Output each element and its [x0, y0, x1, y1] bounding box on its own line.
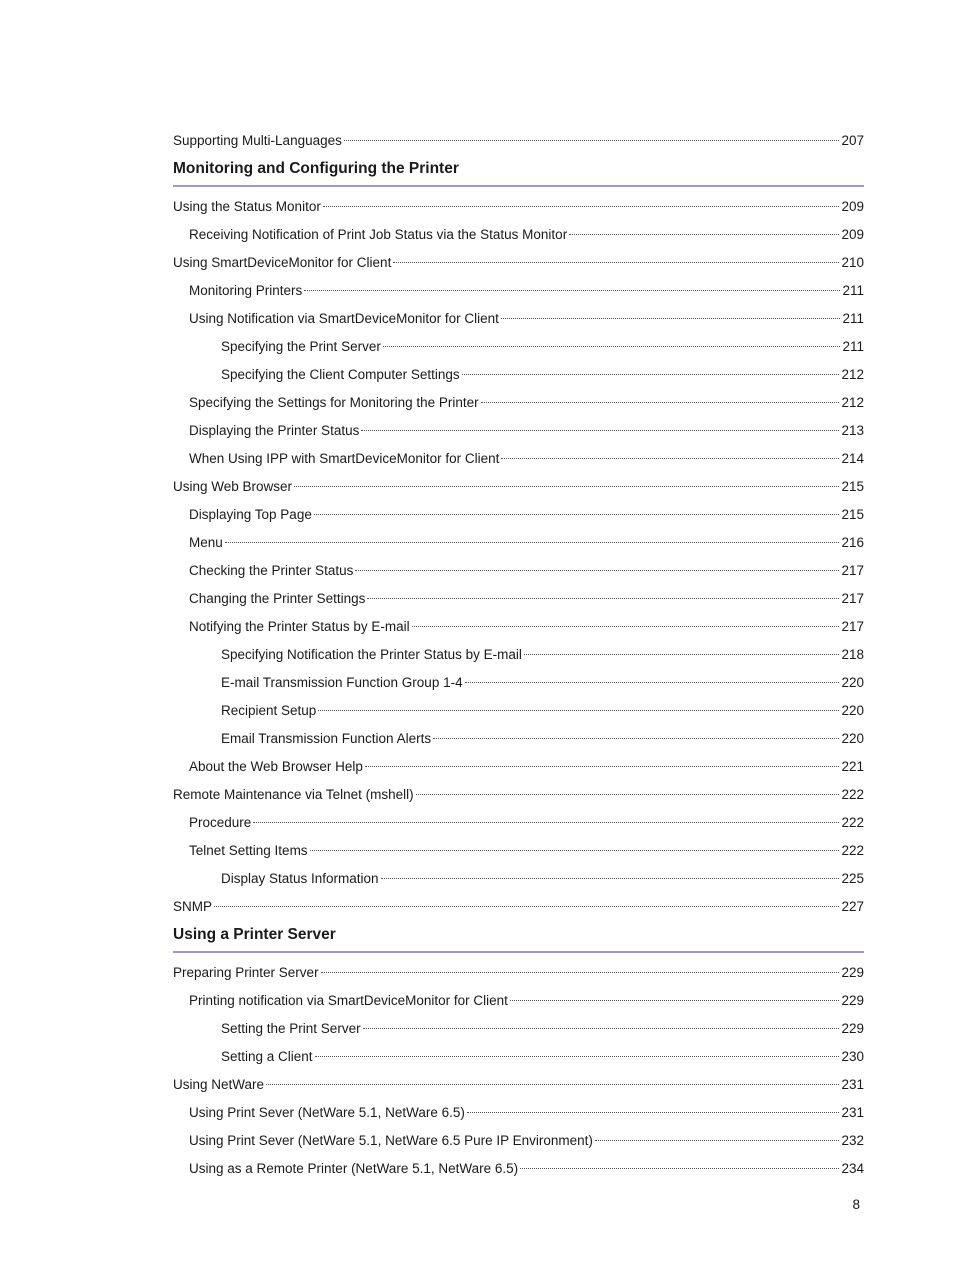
- toc-entry[interactable]: [173, 221, 864, 249]
- toc-entry[interactable]: [173, 1127, 864, 1155]
- dot-leader: [361, 430, 839, 431]
- dot-leader: [266, 1084, 839, 1085]
- toc-entry-title: Procedure: [189, 815, 252, 830]
- toc-entry-page: 220: [841, 703, 864, 718]
- toc-entry-page: 229: [841, 965, 864, 980]
- dot-leader: [214, 906, 839, 907]
- toc-entry-title: Using SmartDeviceMonitor for Client: [173, 255, 392, 270]
- dot-leader: [310, 850, 840, 851]
- toc-entry[interactable]: [173, 1155, 864, 1183]
- toc-entry-page: 211: [842, 311, 864, 326]
- dot-leader: [381, 878, 840, 879]
- toc-entry[interactable]: [173, 809, 864, 837]
- toc-entry[interactable]: [173, 725, 864, 753]
- toc-entry[interactable]: [173, 865, 864, 893]
- toc-entry-title: Telnet Setting Items: [189, 843, 308, 858]
- toc-entry-title: Recipient Setup: [221, 703, 317, 718]
- toc-entry-title: Monitoring Printers: [189, 283, 303, 298]
- dot-leader: [433, 738, 839, 739]
- toc-entry-page: 211: [842, 339, 864, 354]
- toc-entry[interactable]: [173, 417, 864, 445]
- toc-entry[interactable]: [173, 445, 864, 473]
- toc-entry[interactable]: [173, 753, 864, 781]
- toc-entry-page: 214: [841, 451, 864, 466]
- toc-entry-title: Using Notification via SmartDeviceMonitor for Client: [189, 311, 499, 326]
- table-of-contents: [173, 127, 864, 1183]
- toc-entry[interactable]: [173, 389, 864, 417]
- toc-entry[interactable]: [173, 557, 864, 585]
- toc-entry[interactable]: [173, 781, 864, 809]
- toc-entry-page: 225: [841, 871, 864, 886]
- toc-entry[interactable]: [173, 305, 864, 333]
- toc-entry-page: 220: [841, 675, 864, 690]
- section-heading: Monitoring and Configuring the Printer: [173, 155, 864, 187]
- dot-leader: [304, 290, 840, 291]
- toc-entry[interactable]: [173, 585, 864, 613]
- toc-entry-title: Checking the Printer Status: [189, 563, 354, 578]
- toc-entry-title: Notifying the Printer Status by E-mail: [189, 619, 410, 634]
- toc-entry-title: Printing notification via SmartDeviceMonitor for Client: [189, 993, 508, 1008]
- toc-entry-page: 212: [841, 395, 864, 410]
- section-heading: Using a Printer Server: [173, 921, 864, 953]
- toc-entry-page: 222: [841, 843, 864, 858]
- toc-entry-page: 212: [841, 367, 864, 382]
- toc-entry-title: Using Print Sever (NetWare 5.1, NetWare 6.5 Pure IP Environment): [189, 1133, 593, 1148]
- toc-entry-title: Using Web Browser: [173, 479, 293, 494]
- toc-entry[interactable]: [173, 641, 864, 669]
- toc-entry-page: 217: [841, 619, 864, 634]
- toc-entry-page: 231: [841, 1077, 864, 1092]
- toc-entry[interactable]: [173, 1099, 864, 1127]
- toc-entry-title: Email Transmission Function Alerts: [221, 731, 432, 746]
- toc-entry[interactable]: [173, 529, 864, 557]
- toc-entry-page: 227: [841, 899, 864, 914]
- dot-leader: [520, 1168, 839, 1169]
- toc-entry[interactable]: [173, 613, 864, 641]
- toc-entry-title: Using the Status Monitor: [173, 199, 321, 214]
- toc-entry[interactable]: [173, 333, 864, 361]
- dot-leader: [321, 972, 840, 973]
- toc-entry-title: Changing the Printer Settings: [189, 591, 366, 606]
- toc-entry-title: Displaying Top Page: [189, 507, 312, 522]
- dot-leader: [416, 794, 840, 795]
- dot-leader: [501, 458, 839, 459]
- dot-leader: [225, 542, 840, 543]
- dot-leader: [510, 1000, 840, 1001]
- toc-entry-page: 221: [841, 759, 864, 774]
- toc-entry-page: 215: [841, 479, 864, 494]
- toc-entry-page: 217: [841, 563, 864, 578]
- toc-entry-page: 231: [841, 1105, 864, 1120]
- dot-leader: [412, 626, 840, 627]
- toc-entry-title: E-mail Transmission Function Group 1-4: [221, 675, 463, 690]
- toc-entry-title: Using Print Sever (NetWare 5.1, NetWare 6.5): [189, 1105, 465, 1120]
- toc-entry-title: Specifying the Client Computer Settings: [221, 367, 460, 382]
- toc-entry-page: 209: [841, 227, 864, 242]
- toc-entry[interactable]: [173, 1043, 864, 1071]
- dot-leader: [315, 1056, 840, 1057]
- toc-entry-title: Remote Maintenance via Telnet (mshell): [173, 787, 414, 802]
- toc-entry-page: 207: [841, 133, 864, 148]
- toc-entry[interactable]: [173, 987, 864, 1015]
- dot-leader: [318, 710, 839, 711]
- toc-entry-title: Using NetWare: [173, 1077, 265, 1092]
- dot-leader: [462, 374, 840, 375]
- dot-leader: [355, 570, 839, 571]
- page-number: 8: [852, 1197, 860, 1212]
- toc-entry[interactable]: [173, 193, 864, 221]
- toc-entry-title: Preparing Printer Server: [173, 965, 319, 980]
- toc-entry[interactable]: [173, 1071, 864, 1099]
- toc-entry-page: 222: [841, 787, 864, 802]
- dot-leader: [344, 140, 840, 141]
- toc-entry[interactable]: [173, 501, 864, 529]
- toc-entry-page: 220: [841, 731, 864, 746]
- dot-leader: [465, 682, 840, 683]
- toc-entry[interactable]: [173, 127, 864, 155]
- toc-entry-title: Display Status Information: [221, 871, 379, 886]
- toc-entry[interactable]: [173, 473, 864, 501]
- toc-entry-page: 217: [841, 591, 864, 606]
- dot-leader: [323, 206, 840, 207]
- dot-leader: [367, 598, 839, 599]
- toc-entry-page: 216: [841, 535, 864, 550]
- dot-leader: [393, 262, 839, 263]
- dot-leader: [363, 1028, 840, 1029]
- dot-leader: [595, 1140, 840, 1141]
- toc-entry-page: 229: [841, 993, 864, 1008]
- toc-entry-page: 213: [841, 423, 864, 438]
- toc-entry-title: Menu: [189, 535, 223, 550]
- toc-entry-title: When Using IPP with SmartDeviceMonitor for Client: [189, 451, 500, 466]
- toc-entry-page: 230: [841, 1049, 864, 1064]
- toc-entry[interactable]: [173, 959, 864, 987]
- dot-leader: [253, 822, 839, 823]
- toc-entry-page: 211: [842, 283, 864, 298]
- toc-entry-page: 229: [841, 1021, 864, 1036]
- toc-entry-page: 232: [841, 1133, 864, 1148]
- dot-leader: [467, 1112, 840, 1113]
- toc-entry[interactable]: [173, 669, 864, 697]
- toc-entry-title: Displaying the Printer Status: [189, 423, 360, 438]
- dot-leader: [569, 234, 839, 235]
- toc-entry[interactable]: [173, 249, 864, 277]
- toc-entry[interactable]: [173, 893, 864, 921]
- dot-leader: [501, 318, 841, 319]
- toc-entry-page: 222: [841, 815, 864, 830]
- toc-entry-title: SNMP: [173, 899, 213, 914]
- dot-leader: [524, 654, 840, 655]
- toc-entry-title: About the Web Browser Help: [189, 759, 363, 774]
- toc-entry-page: 209: [841, 199, 864, 214]
- toc-entry-title: Receiving Notification of Print Job Status via the Status Monitor: [189, 227, 568, 242]
- toc-entry-title: Supporting Multi-Languages: [173, 133, 342, 148]
- dot-leader: [383, 346, 841, 347]
- toc-entry[interactable]: [173, 837, 864, 865]
- dot-leader: [481, 402, 840, 403]
- toc-entry-page: 218: [841, 647, 864, 662]
- dot-leader: [365, 766, 840, 767]
- toc-entry[interactable]: [173, 1015, 864, 1043]
- toc-entry-title: Setting a Client: [221, 1049, 313, 1064]
- toc-entry[interactable]: [173, 697, 864, 725]
- toc-entry-title: Specifying the Print Server: [221, 339, 381, 354]
- toc-entry-title: Using as a Remote Printer (NetWare 5.1, NetWare 6.5): [189, 1161, 519, 1176]
- dot-leader: [294, 486, 839, 487]
- dot-leader: [314, 514, 840, 515]
- toc-entry-title: Specifying Notification the Printer Status by E-mail: [221, 647, 522, 662]
- toc-entry-page: 215: [841, 507, 864, 522]
- toc-entry-page: 210: [841, 255, 864, 270]
- toc-entry-title: Setting the Print Server: [221, 1021, 361, 1036]
- toc-entry-page: 234: [841, 1161, 864, 1176]
- toc-entry-title: Specifying the Settings for Monitoring the Printer: [189, 395, 479, 410]
- toc-entry[interactable]: [173, 277, 864, 305]
- toc-entry[interactable]: [173, 361, 864, 389]
